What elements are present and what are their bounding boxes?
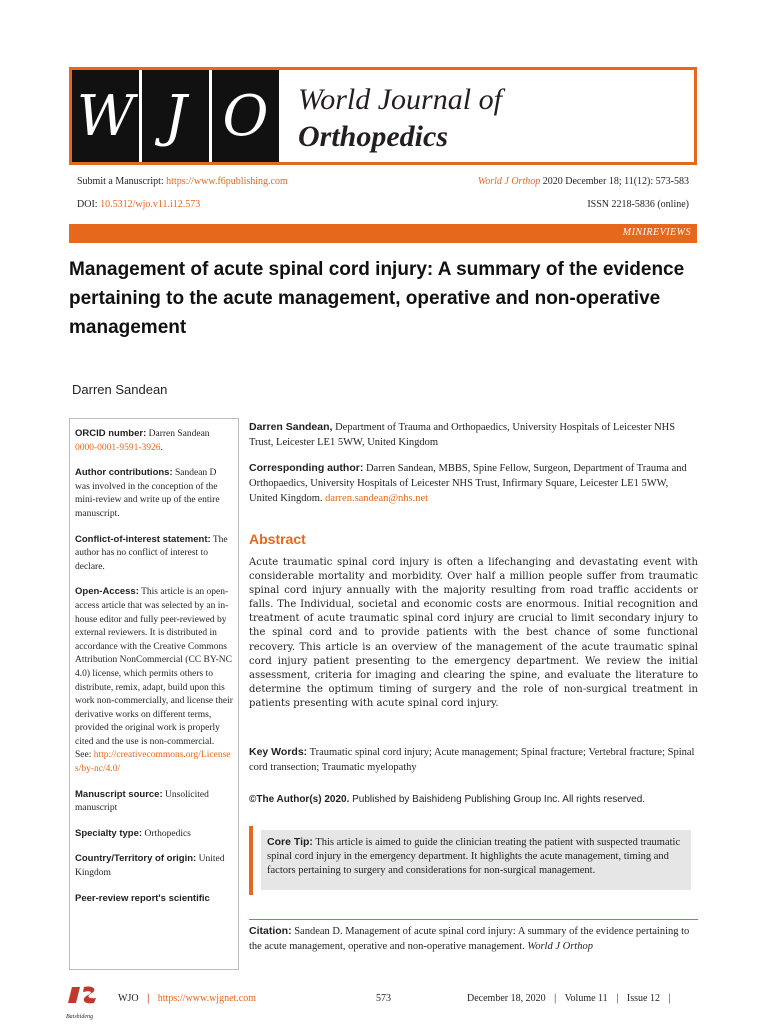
source-text: Unsolicited manuscript: [75, 789, 209, 814]
footer-left: [118, 993, 256, 1004]
orcid-id-link[interactable]: 0000-0001-9591-3926: [75, 442, 161, 453]
footer-url-link[interactable]: https://www.wjgnet.com: [157, 993, 256, 1004]
abstract-heading: Abstract: [249, 531, 306, 547]
keywords-label: Key Words:: [249, 746, 308, 758]
doi-label: DOI:: [77, 199, 98, 210]
section-label: MINIREVIEWS: [622, 227, 691, 238]
contributions-text: Sandean D was involved in the conception of the mini-review and write up of the entire manuscript.: [75, 468, 220, 519]
article-info-sidebar: [69, 418, 239, 970]
footer-date: December 18, 2020: [467, 993, 546, 1004]
contributions-label: Author contributions:: [75, 467, 173, 479]
logo-letter-j: J: [142, 70, 209, 162]
license-link[interactable]: http://creativecommons.org/Licenses/by-nc/4.0/: [75, 750, 231, 775]
affiliation-text: Department of Trauma and Orthopaedics, University Hospitals of Leicester NHS Trust, Leicester LE1 5WW, United Kingdom: [249, 422, 676, 448]
citation-journal: World J Orthop: [477, 176, 541, 187]
submit-line: [77, 176, 288, 187]
author-name: Darren Sandean: [72, 382, 168, 397]
orcid-label: ORCID number:: [75, 428, 147, 439]
doi-link[interactable]: 10.5312/wjo.v11.i12.573: [100, 199, 201, 210]
copyright-label: ©The Author(s) 2020.: [249, 794, 350, 805]
page-number: 573: [376, 993, 391, 1004]
submit-label: Submit a Manuscript:: [77, 176, 164, 187]
orcid-block: ORCID number: Darren Sandean 0000-0001-9591-3926.: [75, 428, 210, 453]
corresponding-author: [249, 461, 698, 506]
journal-name-line2: Orthopedics: [298, 120, 448, 153]
core-tip-box: [249, 826, 693, 895]
core-tip-label: Core Tip:: [267, 836, 313, 848]
footer-journal: WJO: [118, 993, 139, 1004]
keywords: [249, 745, 698, 775]
logo-letter-o: O: [212, 70, 279, 162]
copyright: [249, 794, 645, 805]
affiliation: [249, 420, 698, 450]
publisher-name: Baishideng: [66, 1014, 93, 1020]
core-tip-text: This article is aimed to guide the clinician treating the patient with suspected traumatic spinal cord injury in the emergency department. It highlights the acute management, timing and factors pertaining to surgery and considerations for non-surgical management.: [267, 837, 681, 877]
abstract-text: Acute traumatic spinal cord injury is often a lifechanging and devastating event with considerable mortality and morbidity. Over half a million people suffer from traumatic spinal cord injury annually with the majority resulting from road traffic accidents or falls. The Individual, societal and economic costs are enormous. Initial recognition and treatment of acute traumatic spinal cord injury are crucial to limit secondary injury to the spinal cord and to provide patients with the best chance of some functional recovery. This article is an overview of the management of the acute traumatic spinal cord injury patient presenting to the emergency department. We review the initial assessment, criteria for imaging and clearing the spine, and evaluate the literature to determine the optimum timing of surgery and the role of non-surgical treatment in patients presenting with acute spinal cord injury.: [249, 557, 698, 709]
corresponding-text: Darren Sandean, MBBS, Spine Fellow, Surgeon, Department of Trauma and Orthopaedics, University Hospitals of Leicester NHS Trust, Infirmary Square, Leicester LE1 5WW, United Kingdom.: [249, 463, 687, 504]
keywords-text: Traumatic spinal cord injury; Acute management; Spinal fracture; Vertebral fracture; Spinal cord transection; Traumatic myelopathy: [249, 747, 695, 773]
conflict-text: The author has no conflict of interest to declare.: [75, 534, 228, 572]
peer-review-label: Peer-review report's scientific: [75, 892, 210, 904]
publisher-logo: [66, 983, 106, 1020]
open-access-label: Open-Access:: [75, 586, 139, 598]
specialty-text: Orthopedics: [144, 828, 191, 839]
corresponding-label: Corresponding author:: [249, 462, 364, 474]
corresponding-email-link[interactable]: darren.sandean@nhs.net: [325, 493, 429, 504]
affiliation-name: Darren Sandean,: [249, 421, 333, 433]
open-access-text: This article is an open-access article that was selected by an in-house editor and fully peer-reviewed by external reviewers. It is distributed in accordance with the Creative Commons Attribution NonCommercial (CC BY-NC 4.0) license, which permits others to distribute, remix, adapt, build upon this work non-commercially, and license their derivative works on different terms, provided the original work is properly cited and the use is non-commercial. See:: [75, 587, 233, 761]
citation-journal-name: World J Orthop: [527, 941, 593, 952]
source-block: [75, 788, 233, 816]
footer-separator: |: [554, 993, 557, 1004]
copyright-text: Published by Baishideng Publishing Group Inc. All rights reserved.: [352, 794, 646, 805]
country-block: [75, 852, 233, 880]
footer-separator: |: [147, 993, 150, 1004]
footer-separator: |: [668, 993, 671, 1004]
footer-separator: |: [616, 993, 619, 1004]
article-title: Management of acute spinal cord injury: A summary of the evidence pertaining to the acute management, operative and non-operative management: [69, 259, 685, 338]
open-access-block: [75, 585, 233, 776]
logo-letter-w: W: [72, 70, 139, 162]
contributions-block: [75, 466, 233, 521]
journal-name-line1: World Journal of: [298, 83, 502, 116]
citation-details: 2020 December 18; 11(12): 573-583: [542, 176, 689, 187]
specialty-block: [75, 827, 233, 842]
footer-volume: Volume 11: [564, 993, 608, 1004]
footer-issue: Issue 12: [626, 993, 660, 1004]
submit-link[interactable]: https://www.f6publishing.com: [166, 176, 288, 187]
footer-right: [467, 993, 671, 1004]
core-tip-content: [261, 830, 691, 890]
peer-review-block: [75, 892, 233, 907]
country-text: United Kingdom: [75, 854, 225, 879]
publisher-logo-icon: [66, 983, 106, 1013]
section-bar: [69, 224, 697, 243]
citation-label: Citation:: [249, 925, 292, 937]
journal-logo: [72, 70, 282, 162]
orcid-name: Darren Sandean: [148, 429, 210, 439]
country-label: Country/Territory of origin:: [75, 853, 197, 865]
journal-citation-line: [478, 176, 689, 187]
conflict-label: Conflict-of-interest statement:: [75, 533, 211, 545]
citation-text: Sandean D. Management of acute spinal cord injury: A summary of the evidence pertaining to the acute management, operative and non-operative management.: [249, 926, 690, 952]
source-label: Manuscript source:: [75, 788, 163, 800]
specialty-label: Specialty type:: [75, 827, 143, 839]
doi-line: [77, 199, 200, 210]
conflict-block: [75, 533, 233, 575]
issn: ISSN 2218-5836 (online): [587, 199, 689, 210]
citation: [249, 919, 698, 954]
